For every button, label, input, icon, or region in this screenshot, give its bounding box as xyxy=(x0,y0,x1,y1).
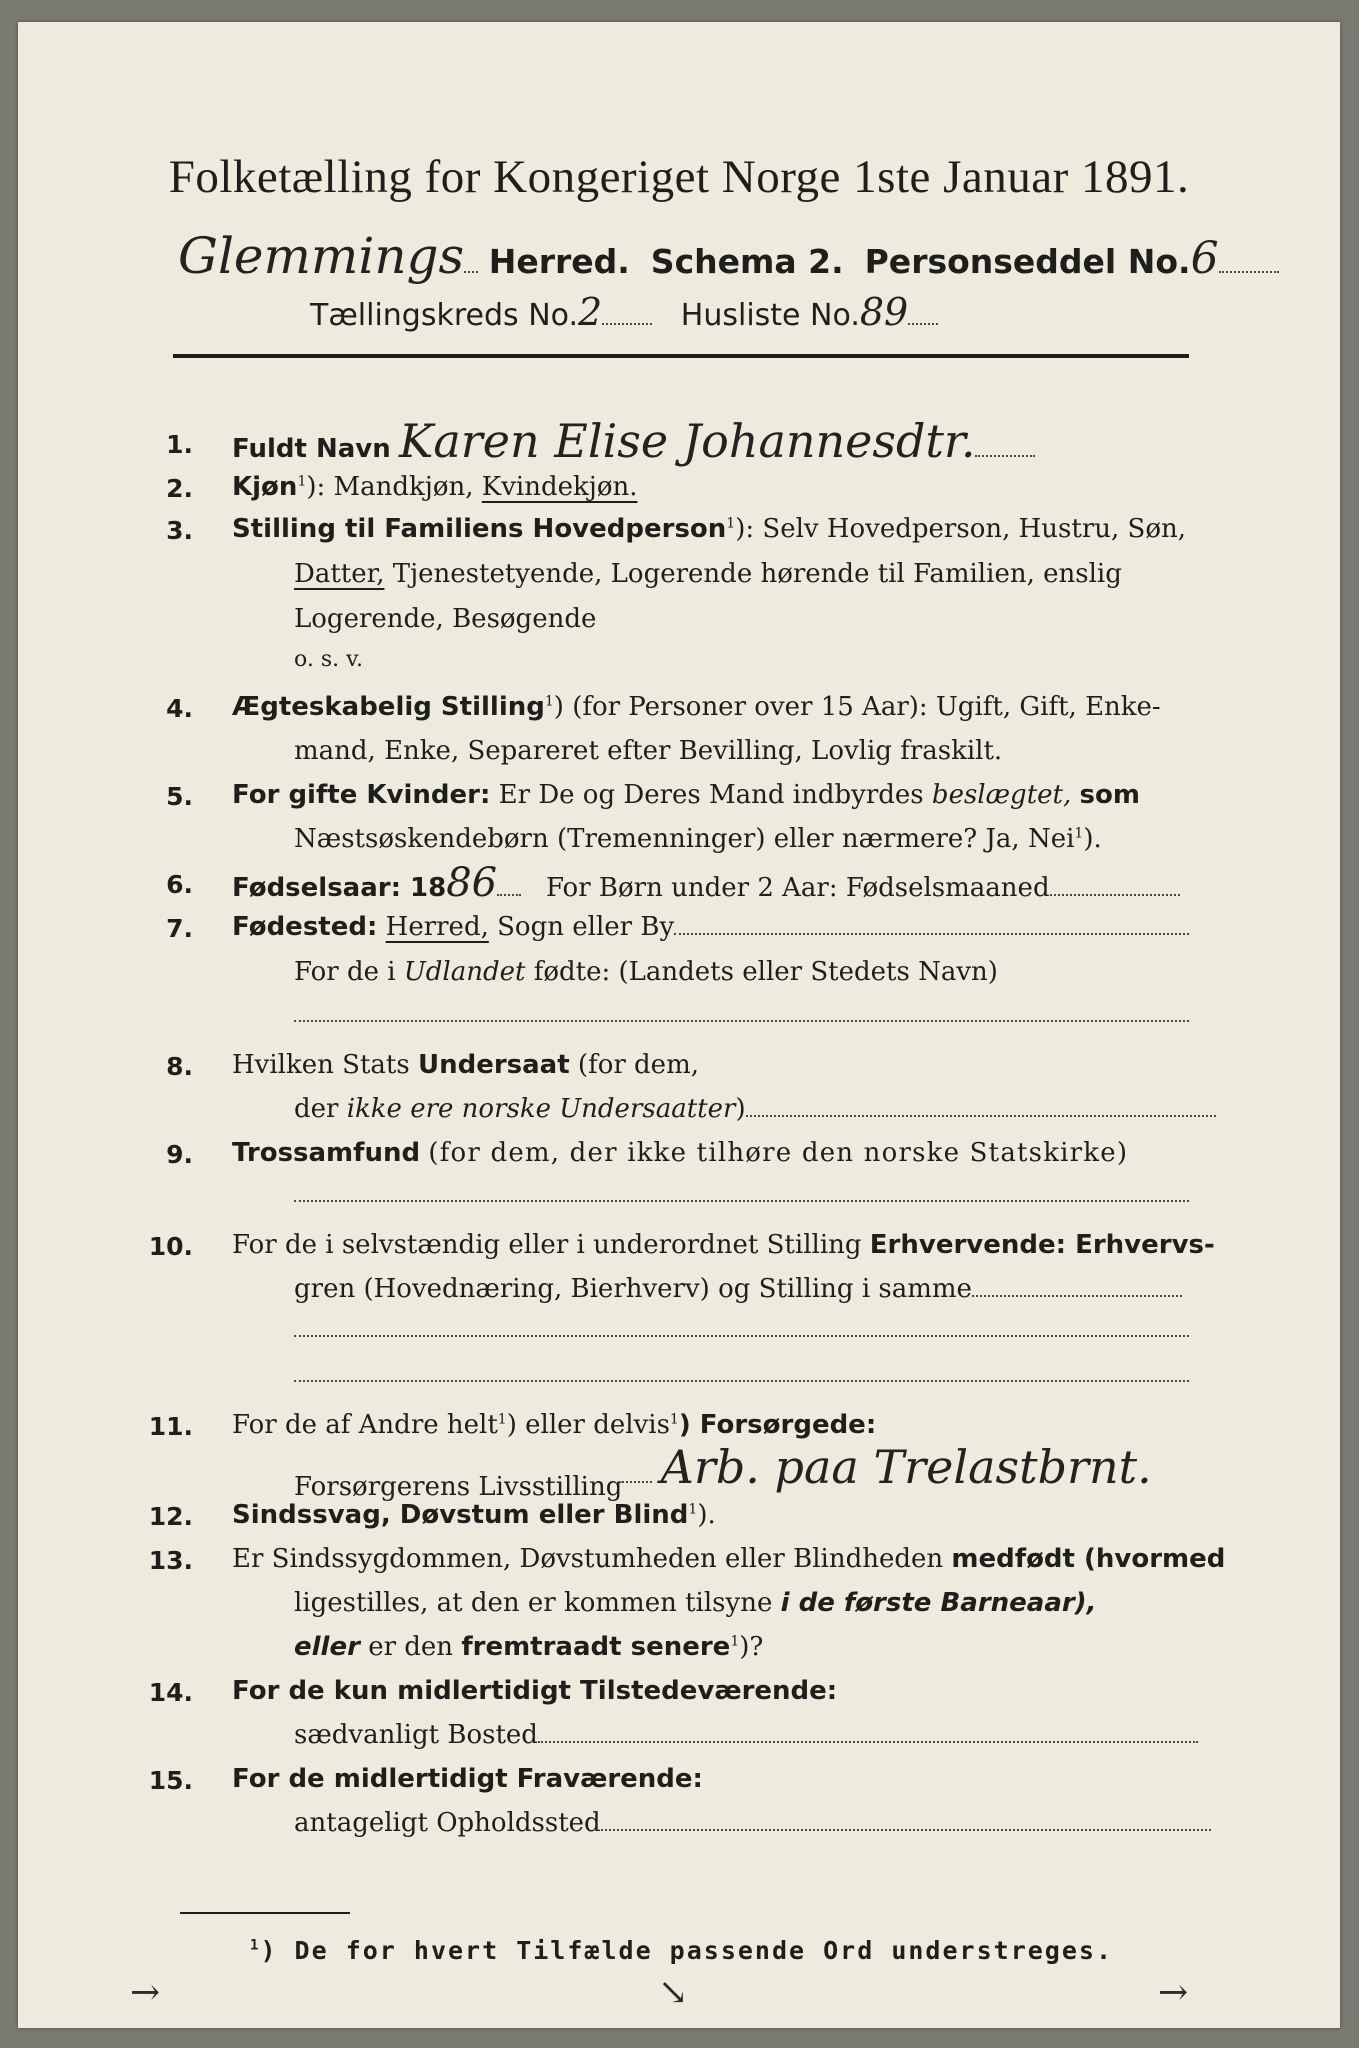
item-15-text: antageligt Opholdssted xyxy=(294,1808,601,1838)
item-13-line-2 xyxy=(294,1588,1096,1618)
item-8-text-3: der xyxy=(294,1094,339,1124)
item-13-line-3 xyxy=(294,1632,763,1662)
footnote-rule xyxy=(180,1912,350,1914)
item-14-text: sædvanligt Bosted xyxy=(294,1720,538,1750)
footnote-marker: 1 xyxy=(250,1937,261,1954)
pencil-mark-right: → xyxy=(1158,1972,1189,2013)
item-15-label: For de midlertidigt Fraværende: xyxy=(232,1764,703,1794)
item-10-blank-1 xyxy=(294,1322,1189,1341)
item-6-text: For Børn under 2 Aar: Fødselsmaaned xyxy=(545,873,1050,903)
pencil-mark-left: → xyxy=(130,1972,161,2013)
kvindekjon-underlined: Kvindekjøn. xyxy=(481,472,638,502)
item-3-line-2 xyxy=(294,559,1122,589)
footnote-ref: 1 xyxy=(688,1501,698,1518)
item-13-line-1 xyxy=(232,1544,1225,1574)
item-5-line-1 xyxy=(232,780,1140,810)
item-4-line-1 xyxy=(232,692,1161,722)
item-13-text-3: er den xyxy=(368,1632,454,1662)
item-3-text-2: Tjenestetyende, Logerende hørende til Familien, enslig xyxy=(392,559,1122,589)
item-8-label: Undersaat xyxy=(417,1050,570,1080)
item-15-line-2 xyxy=(294,1808,1211,1838)
item-2-text: ): Mandkjøn, xyxy=(306,472,474,502)
item-7-line-2 xyxy=(294,957,998,987)
item-12-label: Sindssvag, Døvstum eller Blind xyxy=(232,1500,689,1530)
item-number-4: 4. xyxy=(166,694,193,723)
item-7-text: Sogn eller By xyxy=(497,912,675,942)
item-10-blank-2 xyxy=(294,1367,1189,1386)
item-4-line-2: mand, Enke, Separeret efter Bevilling, Lovlig fraskilt. xyxy=(294,736,1003,766)
item-5-som: som xyxy=(1079,780,1140,810)
item-11-line-1 xyxy=(232,1410,876,1440)
form-title: Folketælling for Kongeriget Norge 1ste Januar 1891. xyxy=(168,151,1190,203)
footnote-ref: 1 xyxy=(544,693,554,710)
item-8-line-1 xyxy=(232,1050,699,1080)
item-number-1: 1. xyxy=(166,430,193,459)
provider-occupation-handwriting: Arb. paa Trelastbrnt. xyxy=(660,1440,1152,1494)
item-5-label: For gifte Kvinder: xyxy=(232,780,491,810)
item-number-12: 12. xyxy=(148,1502,193,1531)
item-10-label: Erhvervende: Erhvervs- xyxy=(869,1230,1215,1260)
item-11-line-2 xyxy=(294,1440,1152,1502)
herred-underlined: Herred, xyxy=(385,912,489,942)
item-6-label: Fødselsaar: 18 xyxy=(232,873,447,903)
pencil-mark-center: ↘ xyxy=(658,1972,689,2013)
item-13-text-2: ligestilles, at den er kommen tilsyne xyxy=(294,1588,773,1618)
personseddel-number: 6 xyxy=(1190,233,1219,284)
item-3-line-4: o. s. v. xyxy=(294,647,363,672)
footnote-ref: 1 xyxy=(1074,825,1084,842)
husliste-label: Husliste No. xyxy=(680,298,860,333)
item-10-line-1 xyxy=(232,1230,1215,1260)
item-number-13: 13. xyxy=(148,1546,193,1575)
item-9-blank xyxy=(294,1187,1189,1206)
item-5-line-2 xyxy=(294,824,1102,854)
item-7-text-3: fødte: (Landets eller Stedets Navn) xyxy=(533,957,998,987)
item-3-text: ): Selv Hovedperson, Hustru, Søn, xyxy=(735,514,1187,544)
header-line-1 xyxy=(178,227,1279,285)
item-1 xyxy=(232,414,1035,468)
item-13-close: )? xyxy=(739,1632,764,1662)
footnote xyxy=(250,1936,1113,1965)
footnote-text: ) De for hvert Tilfælde passende Ord understreges. xyxy=(260,1936,1114,1965)
item-8-line-2: der ikke ere norske Undersaatter) xyxy=(294,1094,1216,1124)
item-number-7: 7. xyxy=(166,914,193,943)
item-number-10: 10. xyxy=(148,1232,193,1261)
item-11-label: ) Forsørgede: xyxy=(678,1410,877,1440)
item-number-9: 9. xyxy=(166,1140,193,1169)
item-8-text-2: (for dem, xyxy=(577,1050,699,1080)
item-3-line-1 xyxy=(232,514,1186,544)
item-14-line-2 xyxy=(294,1720,1198,1750)
item-12-close: ). xyxy=(697,1500,716,1530)
husliste-number: 89 xyxy=(859,290,909,334)
item-10-text-2: gren (Hovednæring, Bierhverv) og Stilling i samme xyxy=(294,1274,972,1304)
full-name-handwriting: Karen Elise Johannesdtr. xyxy=(399,414,976,468)
item-10-line-2 xyxy=(294,1274,1182,1304)
census-form-page xyxy=(18,22,1340,2028)
kreds-label: Tællingskreds No. xyxy=(310,298,578,333)
item-number-3: 3. xyxy=(166,516,193,545)
item-3-label: Stilling til Familiens Hovedperson xyxy=(232,514,727,544)
footnote-ref: 1 xyxy=(726,515,736,532)
item-number-6: 6. xyxy=(166,870,193,899)
item-4-text: ) (for Personer over 15 Aar): Ugift, Gift, Enke- xyxy=(553,692,1161,722)
header-line-2 xyxy=(310,290,938,334)
udlandet-italic: Udlandet xyxy=(403,957,526,987)
item-10-text: For de i selvstændig eller i underordnet Stilling xyxy=(232,1230,862,1260)
herred-handwriting: Glemmings xyxy=(178,227,465,285)
item-11-text-2: ) eller delvis xyxy=(506,1410,670,1440)
item-2-label: Kjøn xyxy=(232,472,298,502)
item-7-label: Fødested: xyxy=(232,912,378,942)
item-9-text: (for dem, der ikke tilhøre den norske Statskirke) xyxy=(428,1138,1129,1168)
item-11-text-3: Forsørgerens Livsstilling xyxy=(294,1472,623,1502)
item-number-15: 15. xyxy=(148,1766,193,1795)
header-rule xyxy=(173,354,1189,358)
datter-underlined: Datter, xyxy=(294,559,385,589)
item-2 xyxy=(232,472,637,502)
item-number-14: 14. xyxy=(148,1678,193,1707)
herred-label: Herred. xyxy=(488,242,630,281)
item-5-text-2: Næstsøskendebørn (Tremenninger) eller nærmere? Ja, Nei xyxy=(294,824,1075,854)
item-7-line-1 xyxy=(232,912,1189,942)
item-12 xyxy=(232,1500,716,1530)
item-8-text: Hvilken Stats xyxy=(232,1050,410,1080)
footnote-ref: 1 xyxy=(669,1411,679,1428)
footnote-ref: 1 xyxy=(297,473,307,490)
item-11-text: For de af Andre helt xyxy=(232,1410,498,1440)
item-number-5: 5. xyxy=(166,782,193,811)
item-5-italic: beslægtet, xyxy=(931,780,1072,810)
item-13-label: medfødt (hvormed xyxy=(951,1544,1226,1574)
birth-year-handwriting: 86 xyxy=(446,860,498,906)
item-5-text: Er De og Deres Mand indbyrdes xyxy=(498,780,924,810)
item-7-blank xyxy=(294,1007,1189,1026)
footnote-ref: 1 xyxy=(730,1633,740,1650)
item-number-11: 11. xyxy=(148,1412,193,1441)
item-number-8: 8. xyxy=(166,1052,193,1081)
item-number-2: 2. xyxy=(166,474,193,503)
item-13-italic: i de første Barneaar), xyxy=(780,1588,1097,1618)
item-13-label-2: fremtraadt senere xyxy=(461,1632,731,1662)
item-5-close: ). xyxy=(1083,824,1102,854)
item-6 xyxy=(232,860,1180,906)
item-8-italic: ikke ere norske Undersaatter xyxy=(346,1094,736,1124)
kreds-number: 2 xyxy=(578,290,603,334)
item-13-text: Er Sindssygdommen, Døvstumheden eller Blindheden xyxy=(232,1544,944,1574)
item-3-line-3: Logerende, Besøgende xyxy=(294,604,597,634)
item-1-label: Fuldt Navn xyxy=(232,434,391,464)
item-7-text-2: For de i xyxy=(294,957,396,987)
schema-label: Schema 2. xyxy=(650,242,844,281)
item-9 xyxy=(232,1138,1128,1168)
item-4-label: Ægteskabelig Stilling xyxy=(232,692,545,722)
personseddel-label: Personseddel No. xyxy=(864,242,1191,281)
item-9-label: Trossamfund xyxy=(232,1138,421,1168)
item-14-label: For de kun midlertidigt Tilstedeværende: xyxy=(232,1676,838,1706)
item-13-eller: eller xyxy=(294,1632,360,1662)
footnote-ref: 1 xyxy=(497,1411,507,1428)
